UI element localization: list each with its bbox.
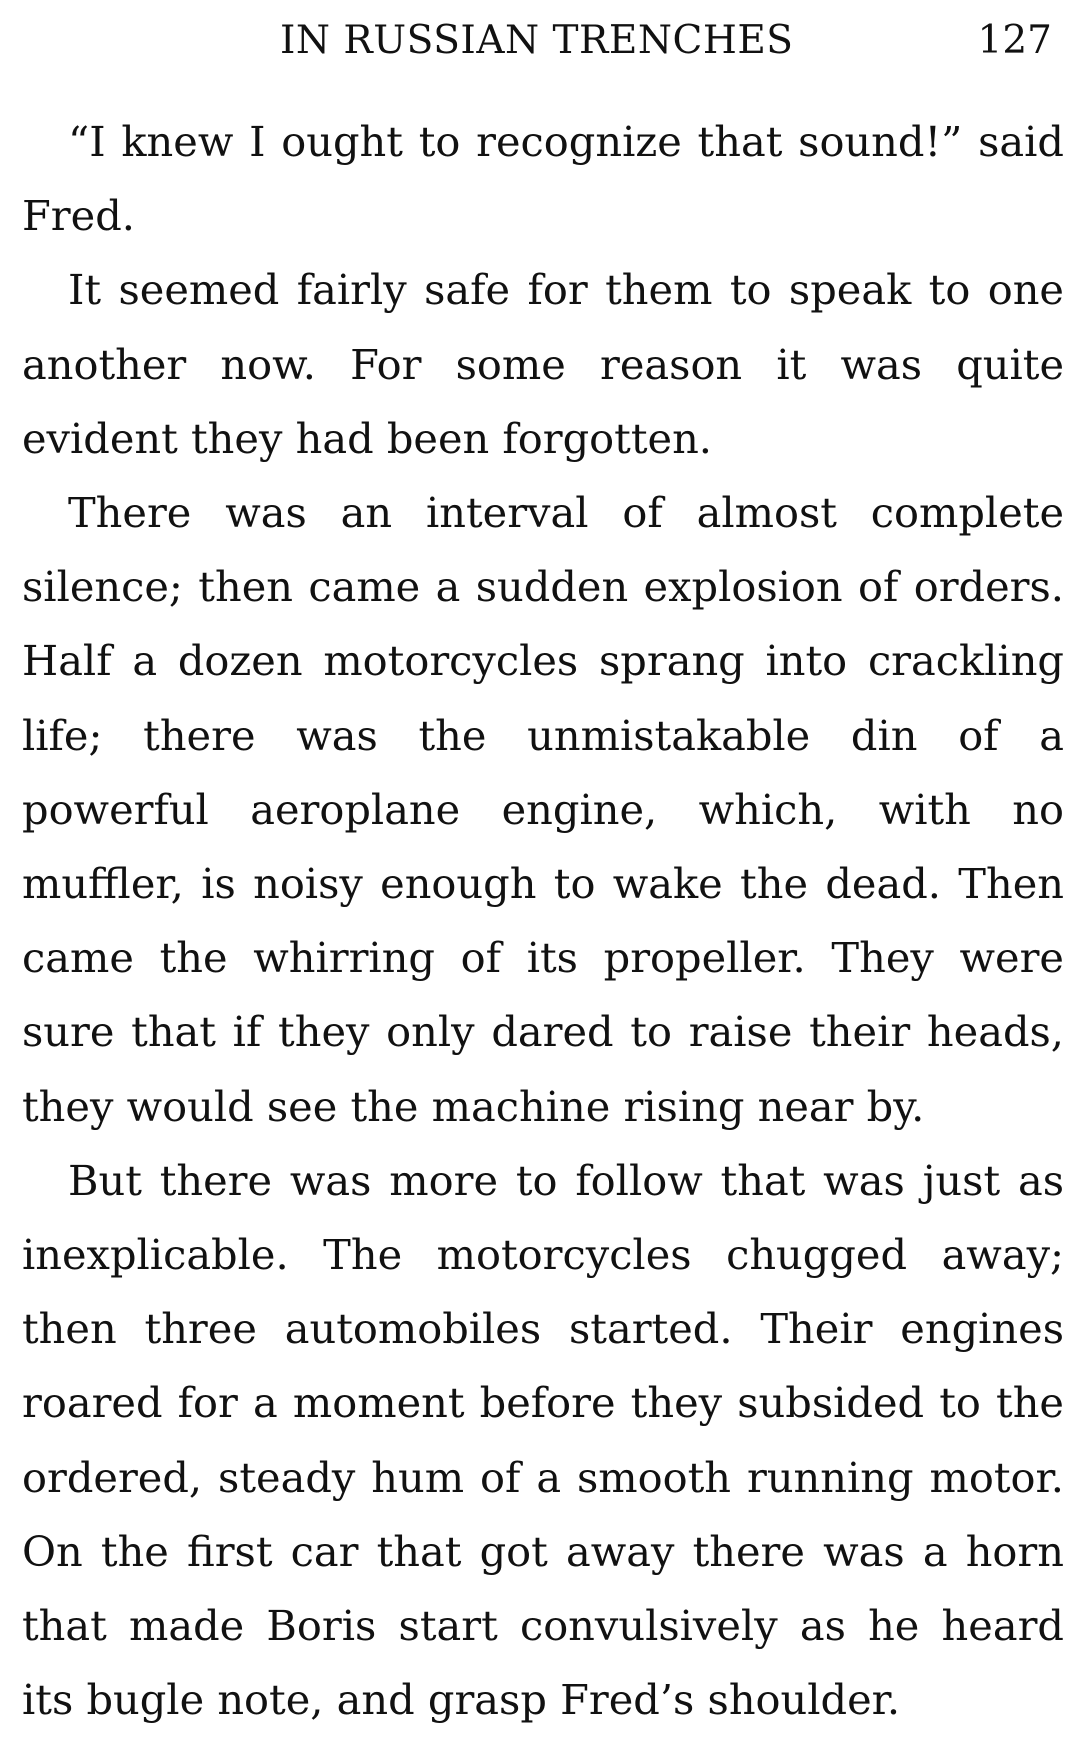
paragraph: But there was more to follow that was just as inexplicable. The motorcycles chugged away; then three automobiles started. Their engines roared for a moment before they subsided to the ordered, steady hum of a smooth running motor. On the first car that got away there was a horn that made Boris start convulsively as he heard its bugle note, and grasp Fred’s shoulder. (22, 1155, 1064, 1725)
page-number: 127 (977, 18, 1052, 63)
paragraph: It seemed fairly safe for them to speak to one another now. For some reason it was quite evident they had been forgotten. (22, 265, 1064, 463)
paragraph: There was an interval of almost complete silence; then came a sudden explosion of orders. Half a dozen motorcycles sprang into crackling life; there was the unmistakable din of a powerful aeroplane engine, which, with no muffler, is noisy enough to wake the dead. Then came the whirring of its propeller. They were sure that if they only dared to raise their heads, they would see the machine rising near by. (22, 488, 1064, 1131)
paragraph: “I knew I ought to recognize that sound!” said Fred. (22, 117, 1064, 241)
body-text (22, 105, 1064, 1737)
running-head (22, 12, 1052, 72)
running-title: IN RUSSIAN TRENCHES (280, 18, 794, 63)
